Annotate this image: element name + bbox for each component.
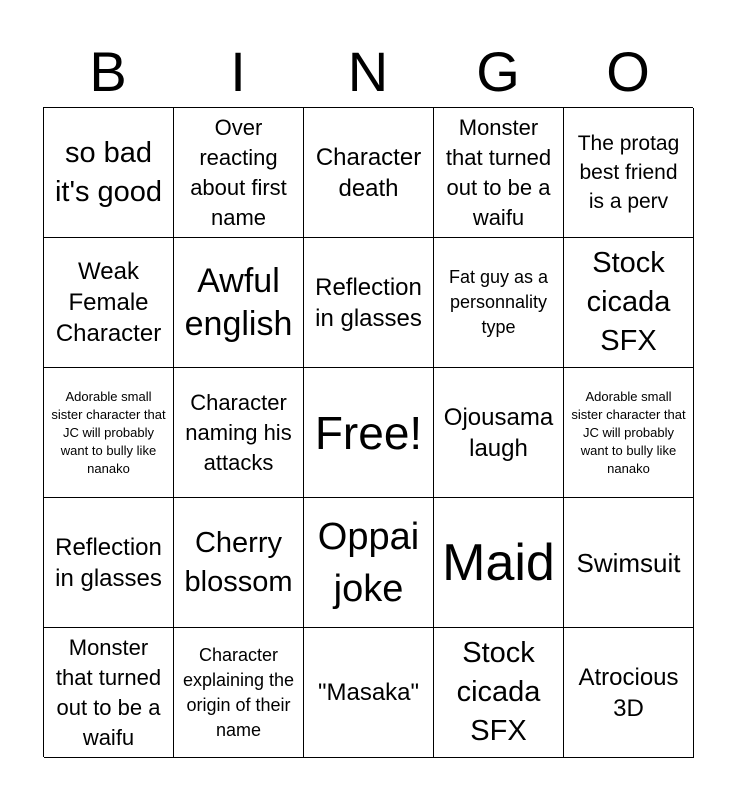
bingo-cell[interactable] (434, 628, 564, 758)
bingo-cell[interactable] (564, 368, 694, 498)
cell-text: Weak Female Character (55, 258, 162, 347)
cell-text: Oppai joke (317, 515, 420, 610)
cell-text: Character death (315, 143, 422, 202)
cell-text: Awful english (184, 261, 293, 343)
cell-text: Adorable small sister character that JC will probably want to bully like nanako (571, 388, 686, 476)
header-letter-g: G (476, 40, 520, 103)
cell-text: Swimsuit (576, 547, 681, 578)
bingo-cell[interactable] (304, 498, 434, 628)
bingo-cell[interactable] (44, 498, 174, 628)
bingo-cell[interactable] (564, 628, 694, 758)
cell-text: Character explaining the origin of their name (182, 644, 295, 740)
bingo-cell[interactable] (44, 238, 174, 368)
cell-text: Maid (442, 533, 555, 592)
bingo-cell[interactable] (304, 108, 434, 238)
bingo-cell[interactable] (434, 368, 564, 498)
bingo-cell[interactable] (564, 238, 694, 368)
cell-text: Reflection in glasses (315, 273, 422, 332)
bingo-cell[interactable] (434, 238, 564, 368)
bingo-cell[interactable] (434, 498, 564, 628)
bingo-cell[interactable] (564, 498, 694, 628)
cell-text: Ojousama laugh (443, 403, 554, 462)
header-letter-i: I (230, 40, 246, 103)
bingo-cell[interactable] (44, 108, 174, 238)
bingo-cell[interactable] (44, 628, 174, 758)
cell-text: The protag best friend is a perv (577, 132, 680, 213)
cell-text: so bad it's good (54, 136, 163, 208)
free-text: Free! (314, 406, 423, 459)
bingo-cell[interactable] (304, 628, 434, 758)
bingo-cell[interactable] (44, 368, 174, 498)
cell-text: Over reacting about first name (190, 114, 287, 230)
free-cell[interactable] (304, 368, 434, 498)
cell-text: Cherry blossom (184, 526, 293, 598)
bingo-cell[interactable] (174, 108, 304, 238)
header-letter-n: N (347, 40, 389, 103)
bingo-grid (43, 107, 693, 757)
cell-text: "Masaka" (317, 679, 420, 706)
cell-text: Atrocious 3D (578, 663, 679, 722)
bingo-cell[interactable] (564, 108, 694, 238)
cell-text: Fat guy as a personnality type (448, 267, 549, 337)
cell-text: Stock cicada SFX (456, 637, 541, 747)
cell-text: Monster that turned out to be a waifu (445, 114, 552, 230)
header-letter-o: O (606, 40, 650, 103)
bingo-cell[interactable] (174, 368, 304, 498)
cell-text: Monster that turned out to be a waifu (55, 634, 162, 750)
bingo-cell[interactable] (174, 628, 304, 758)
bingo-cell[interactable] (304, 238, 434, 368)
cell-text: Stock cicada SFX (586, 247, 671, 357)
bingo-cell[interactable] (174, 238, 304, 368)
header-letter-b: B (89, 40, 127, 103)
cell-text: Reflection in glasses (55, 533, 162, 592)
bingo-cell[interactable] (434, 108, 564, 238)
bingo-cell[interactable] (174, 498, 304, 628)
bingo-header (43, 40, 693, 104)
cell-text: Adorable small sister character that JC will probably want to bully like nanako (51, 388, 166, 476)
cell-text: Character naming his attacks (185, 389, 292, 475)
